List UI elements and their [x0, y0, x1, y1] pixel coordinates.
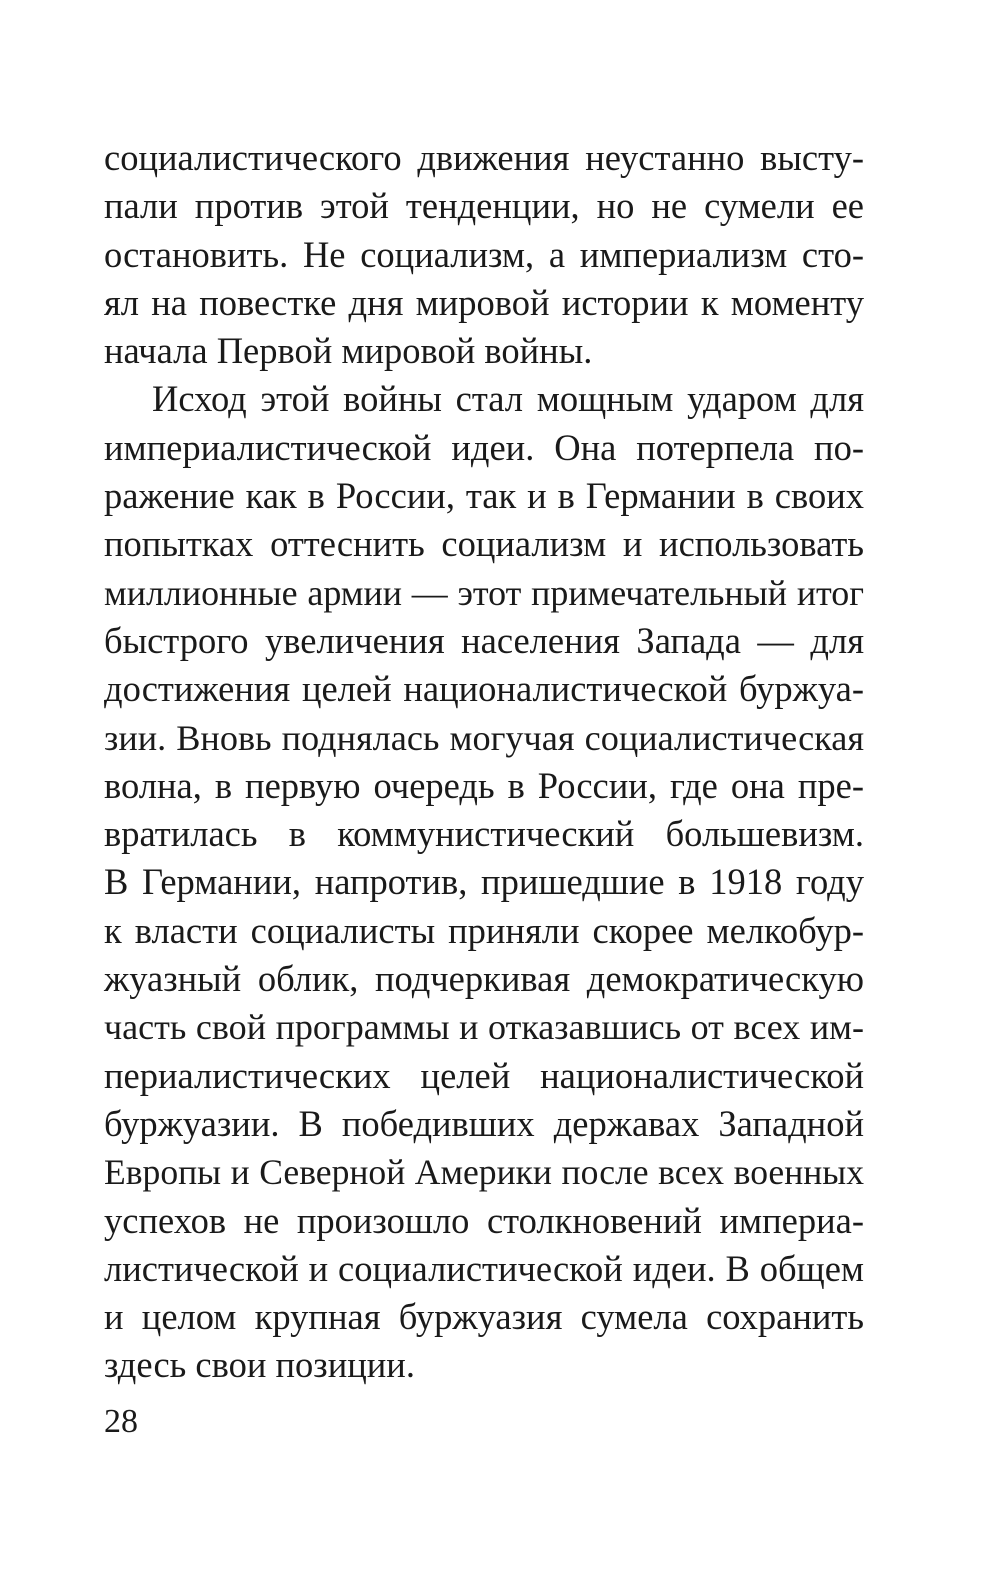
page-number: 28 — [104, 1403, 138, 1440]
text-line: В Германии, напротив, пришедшие в 1918 году — [104, 861, 864, 903]
text-line: достижения целей националистической буржуа- — [104, 668, 864, 710]
text-line: ял на повестке дня мировой истории к моменту — [104, 281, 864, 323]
text-line: пали против этой тенденции, но не сумели ее — [104, 185, 864, 227]
text-line: вратилась в коммунистический большевизм. — [104, 813, 864, 855]
text-line: буржуазии. В победивших державах Западной — [104, 1102, 864, 1144]
text-line: к власти социалисты приняли скорее мелкобур- — [104, 909, 864, 951]
text-line: империалистической идеи. Она потерпела по- — [104, 426, 864, 468]
text-line: волна, в первую очередь в России, где она пре- — [104, 764, 864, 806]
text-line: ражение как в России, так и в Германии в своих — [104, 475, 864, 517]
text-line: часть свой программы и отказавшись от всех им- — [104, 1007, 864, 1048]
text-line: Европы и Северной Америки после всех военных — [104, 1152, 864, 1193]
text-line: Исход этой войны стал мощным ударом для — [152, 378, 864, 420]
text-line: остановить. Не социализм, а империализм сто- — [104, 233, 864, 275]
text-line: начала Первой мировой войны. — [104, 330, 593, 372]
text-line: попытках оттеснить социализм и использовать — [104, 523, 864, 565]
text-line: и целом крупная буржуазия сумела сохранить — [104, 1296, 864, 1338]
text-line: жуазный облик, подчеркивая демократическую — [104, 958, 864, 1000]
paragraph-1 — [104, 134, 864, 375]
text-line: периалистических целей националистической — [104, 1054, 864, 1096]
text-line: здесь свои позиции. — [104, 1344, 415, 1386]
text-line: социалистического движения неустанно высту- — [104, 137, 864, 178]
text-line: миллионные армии — этот примечательный итог — [104, 572, 864, 613]
text-line: быстрого увеличения населения Запада — для — [104, 619, 864, 661]
text-line: зии. Вновь поднялась могучая социалистическая — [104, 717, 864, 758]
text-line: успехов не произошло столкновений империа- — [104, 1199, 864, 1241]
paragraph-2 — [104, 375, 864, 1389]
body-text — [104, 134, 864, 1390]
text-line: листической и социалистической идеи. В общем — [104, 1247, 864, 1289]
